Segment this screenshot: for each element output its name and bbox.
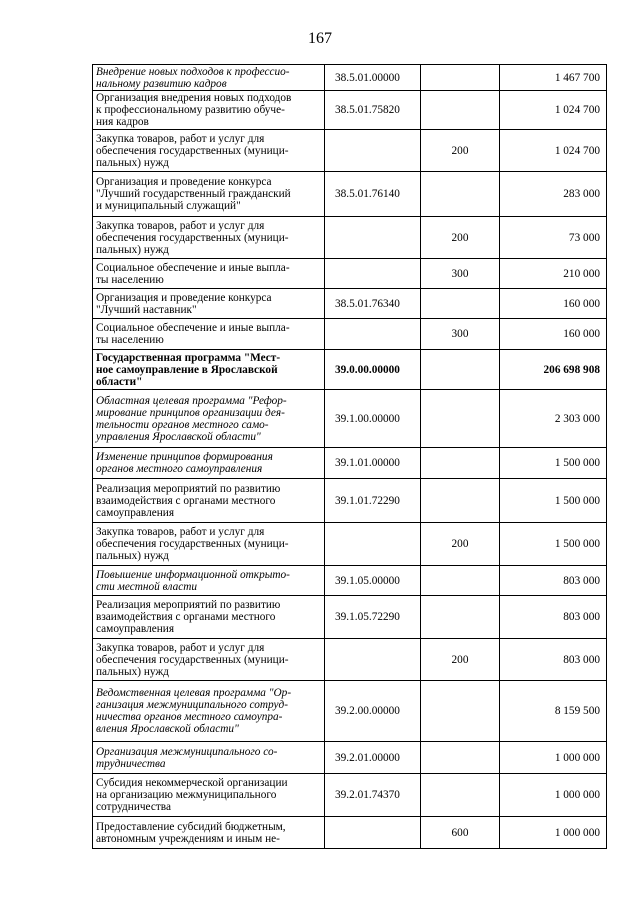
- row-type-cell: 300: [421, 319, 500, 350]
- row-sum-cell: 803 000: [500, 596, 607, 639]
- row-sum-cell: 206 698 908: [500, 350, 607, 390]
- row-sum-cell: 1 000 000: [500, 742, 607, 774]
- row-type-cell: [421, 742, 500, 774]
- row-sum-cell: 1 500 000: [500, 448, 607, 479]
- row-code-cell: [325, 817, 421, 849]
- row-type-cell: [421, 479, 500, 523]
- row-code-cell: 39.0.00.00000: [325, 350, 421, 390]
- table-row: [93, 817, 607, 849]
- row-type-cell: [421, 172, 500, 217]
- row-type-cell: [421, 289, 500, 319]
- row-name-cell: Организация и проведение конкурса "Лучший наставник": [93, 289, 325, 319]
- row-sum-cell: 160 000: [500, 289, 607, 319]
- row-type-cell: [421, 350, 500, 390]
- table-row: [93, 479, 607, 523]
- row-sum-cell: 803 000: [500, 566, 607, 596]
- row-sum-cell: 1 500 000: [500, 479, 607, 523]
- row-code-cell: 39.1.01.00000: [325, 448, 421, 479]
- row-name-cell: Социальное обеспечение и иные выпла- ты населению: [93, 319, 325, 350]
- row-type-cell: 200: [421, 523, 500, 566]
- row-name-cell: Областная целевая программа "Рефор- мирование принципов организации дея- тельности органов местного само- управления Ярославской области": [93, 390, 325, 448]
- row-name-cell: Ведомственная целевая программа "Ор- ганизация межмуниципального сотруд- ничества органов местного самоупра- вления Ярославской области": [93, 681, 325, 742]
- table-row: [93, 596, 607, 639]
- table-row: [93, 217, 607, 259]
- budget-table-body: [93, 65, 607, 849]
- row-sum-cell: 283 000: [500, 172, 607, 217]
- row-name-cell: Закупка товаров, работ и услуг для обеспечения государственных (муници- пальных) нужд: [93, 130, 325, 172]
- row-type-cell: [421, 65, 500, 91]
- row-name-cell: Изменение принципов формирования органов местного самоуправления: [93, 448, 325, 479]
- row-code-cell: 39.2.01.00000: [325, 742, 421, 774]
- row-code-cell: 38.5.01.76340: [325, 289, 421, 319]
- row-code-cell: 38.5.01.75820: [325, 91, 421, 130]
- row-type-cell: 600: [421, 817, 500, 849]
- row-sum-cell: 73 000: [500, 217, 607, 259]
- table-row: [93, 65, 607, 91]
- row-name-cell: Социальное обеспечение и иные выпла- ты населению: [93, 259, 325, 289]
- row-code-cell: 39.1.05.00000: [325, 566, 421, 596]
- row-type-cell: [421, 448, 500, 479]
- row-name-cell: Закупка товаров, работ и услуг для обеспечения государственных (муници- пальных) нужд: [93, 217, 325, 259]
- row-type-cell: [421, 774, 500, 817]
- row-code-cell: 39.1.00.00000: [325, 390, 421, 448]
- row-name-cell: Закупка товаров, работ и услуг для обеспечения государственных (муници- пальных) нужд: [93, 523, 325, 566]
- table-row: [93, 774, 607, 817]
- row-sum-cell: 210 000: [500, 259, 607, 289]
- row-sum-cell: 1 500 000: [500, 523, 607, 566]
- row-name-cell: Организация межмуниципального со- трудничества: [93, 742, 325, 774]
- row-sum-cell: 1 467 700: [500, 65, 607, 91]
- row-name-cell: Закупка товаров, работ и услуг для обеспечения государственных (муници- пальных) нужд: [93, 639, 325, 681]
- table-row: [93, 742, 607, 774]
- row-code-cell: 39.1.05.72290: [325, 596, 421, 639]
- row-code-cell: [325, 259, 421, 289]
- row-sum-cell: 1 024 700: [500, 91, 607, 130]
- table-row: [93, 681, 607, 742]
- table-row: [93, 350, 607, 390]
- table-row: [93, 448, 607, 479]
- row-code-cell: [325, 217, 421, 259]
- row-type-cell: [421, 91, 500, 130]
- row-name-cell: Реализация мероприятий по развитию взаимодействия с органами местного самоуправления: [93, 479, 325, 523]
- row-sum-cell: 1 000 000: [500, 817, 607, 849]
- row-name-cell: Организация и проведение конкурса "Лучший государственный гражданский и муниципальный служащий": [93, 172, 325, 217]
- row-code-cell: 39.2.01.74370: [325, 774, 421, 817]
- row-code-cell: [325, 523, 421, 566]
- row-type-cell: [421, 390, 500, 448]
- row-sum-cell: 2 303 000: [500, 390, 607, 448]
- row-sum-cell: 803 000: [500, 639, 607, 681]
- row-type-cell: 200: [421, 130, 500, 172]
- row-name-cell: Реализация мероприятий по развитию взаимодействия с органами местного самоуправления: [93, 596, 325, 639]
- row-type-cell: 200: [421, 217, 500, 259]
- row-type-cell: 300: [421, 259, 500, 289]
- row-type-cell: [421, 566, 500, 596]
- table-row: [93, 390, 607, 448]
- row-name-cell: Организация внедрения новых подходов к профессиональному развитию обуче- ния кадров: [93, 91, 325, 130]
- table-row: [93, 172, 607, 217]
- row-type-cell: 200: [421, 639, 500, 681]
- row-code-cell: [325, 639, 421, 681]
- budget-table: [92, 64, 607, 849]
- row-code-cell: 38.5.01.76140: [325, 172, 421, 217]
- table-row: [93, 319, 607, 350]
- row-name-cell: Субсидия некоммерческой организации на организацию межмуниципального сотрудничества: [93, 774, 325, 817]
- row-name-cell: Внедрение новых подходов к профессио- нальному развитию кадров: [93, 65, 325, 91]
- table-row: [93, 130, 607, 172]
- table-row: [93, 523, 607, 566]
- row-type-cell: [421, 681, 500, 742]
- row-code-cell: 39.2.00.00000: [325, 681, 421, 742]
- table-row: [93, 91, 607, 130]
- row-code-cell: [325, 130, 421, 172]
- table-row: [93, 639, 607, 681]
- table-row: [93, 259, 607, 289]
- row-name-cell: Повышение информационной открыто- сти местной власти: [93, 566, 325, 596]
- row-code-cell: [325, 319, 421, 350]
- row-sum-cell: 1 024 700: [500, 130, 607, 172]
- row-sum-cell: 160 000: [500, 319, 607, 350]
- row-sum-cell: 1 000 000: [500, 774, 607, 817]
- row-type-cell: [421, 596, 500, 639]
- row-name-cell: Предоставление субсидий бюджетным, автономным учреждениям и иным не-: [93, 817, 325, 849]
- table-row: [93, 289, 607, 319]
- row-code-cell: 38.5.01.00000: [325, 65, 421, 91]
- table-row: [93, 566, 607, 596]
- row-sum-cell: 8 159 500: [500, 681, 607, 742]
- page-number: 167: [308, 30, 332, 47]
- row-code-cell: 39.1.01.72290: [325, 479, 421, 523]
- row-name-cell: Государственная программа "Мест- ное самоуправление в Ярославской области": [93, 350, 325, 390]
